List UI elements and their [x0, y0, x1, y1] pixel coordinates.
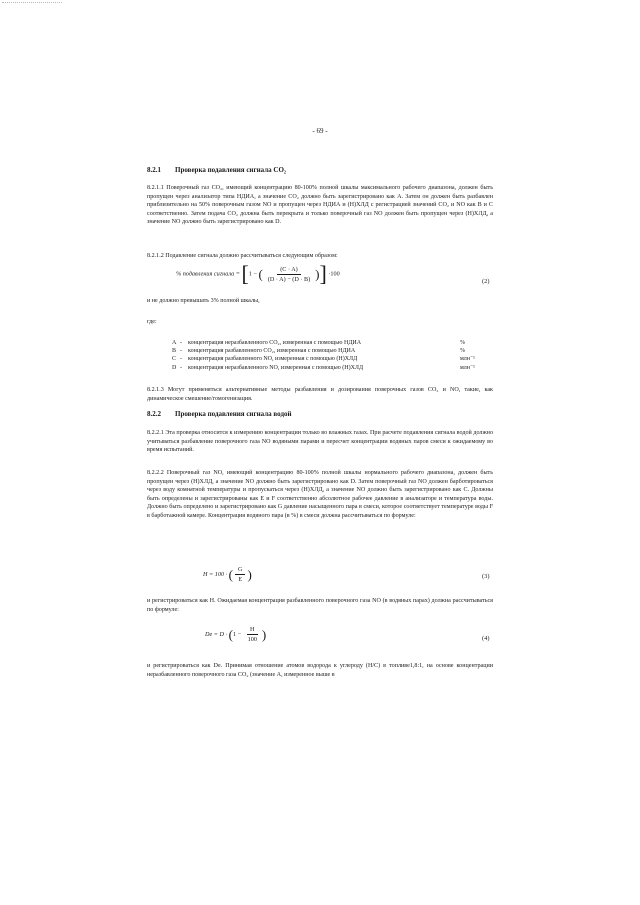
paragraph-after-eq3: и регистрироваться как Н. Ожидаемая концентрация разбавленного поверочного газа NO (в водяных парах) должна рассчитываться по формуле:	[147, 598, 493, 613]
legend-row	[172, 364, 488, 372]
equation-2-fraction	[265, 266, 313, 283]
legend-unit: млн⁻¹	[460, 356, 475, 363]
bracket-open: [	[241, 261, 249, 286]
bracket-close: ]	[319, 261, 327, 286]
legend-unit: %	[460, 340, 465, 346]
equation-4-denominator: 100	[247, 636, 257, 643]
paragraph-8-2-2-1: 8.2.2.1 Эта проверка относится к измерению концентрации только во влажных газах. При расчете подавления сигнала водой должно учитываться разбавление поверочного газа NO водяными парами и пересчет концентрации водяных паров смеси к ожидаемому во время испытаний.	[147, 430, 493, 454]
section-title: Проверка подавления сигнала CO₂	[175, 166, 287, 174]
legend-key: D	[172, 364, 177, 371]
section-number: 8.2.2	[147, 410, 161, 418]
paren-close: )	[261, 627, 267, 642]
legend-unit: млн⁻¹	[460, 364, 475, 371]
equation-2-number: (2)	[482, 278, 490, 285]
legend-row	[172, 347, 488, 355]
equation-4	[205, 626, 266, 643]
equation-4-one: 1 −	[232, 630, 242, 638]
paragraph-after-eq2: и не должно превышать 3% полной шкалы,	[147, 298, 260, 304]
equation-2-denominator: (D · A) − (D · B)	[267, 275, 311, 283]
equation-3	[203, 566, 252, 583]
legend-key: A	[172, 340, 177, 346]
legend-text: концентрация неразбавленного NO, измеренная с помощью (Н)ХЛД	[188, 364, 364, 371]
equation-4-number: (4)	[482, 635, 490, 642]
paragraph-8-2-1-1: 8.2.1.1 Поверочный газ CO₂, имеющий концентрацию 80-100% полной шкалы максимального рабочего диапазона, должен быть пропущен через анализатор типа НДИА, а значение CO₂ должно быть зарегистрировано как А. Затем он должен быть разбавлен приблизительно на 50% поверочным газом NO и пропущен через НДИА и (Н)ХЛД с регистрацией значений CO₂ и NO как В и С соответственно. Затем подача CO₂ должна быть перекрыта и только поверочный газ NO должен быть пропущен через (Н)ХЛД, а значение NO должно быть зарегистрировано как D.	[147, 185, 493, 226]
equation-2-lhs: % подавления сигнала =	[176, 270, 240, 278]
legend-text: концентрация неразбавленного CO₂, измеренная с помощью НДИА	[188, 340, 362, 346]
equation-3-numerator: G	[235, 566, 245, 575]
section-heading-8-2-2	[147, 410, 292, 418]
paragraph-8-2-1-2: 8.2.1.2 Подавление сигнала должно рассчитываться следующим образом:	[147, 253, 338, 259]
section-heading-8-2-1	[147, 166, 286, 174]
equation-3-number: (3)	[482, 573, 490, 580]
equation-3-lhs: H = 100 ·	[203, 570, 228, 578]
paren-open: (	[228, 567, 234, 582]
legend-dash: -	[180, 348, 182, 355]
legend-dash: -	[180, 364, 182, 371]
legend-dash: -	[180, 356, 182, 363]
legend-row	[172, 355, 488, 363]
equation-2-one: 1	[248, 270, 252, 278]
equation-2-minus: −	[253, 270, 257, 278]
paragraph-8-2-1-3: 8.2.1.3 Могут применяться альтернативные методы разбавления и дозирования поверочных газов CO₂ и NO, такие, как динамическое смешение/гомогенизация.	[147, 387, 493, 402]
paren-close: )	[247, 567, 252, 582]
equation-2-numerator: (C · A)	[277, 266, 301, 275]
legend-text: концентрация разбавленного NO, измеренная с помощью (Н)ХЛД	[188, 356, 358, 363]
legend-unit: %	[460, 348, 465, 355]
legend-dash: -	[180, 340, 182, 346]
page-number: - 69 -	[312, 127, 328, 135]
equation-4-numerator: H	[247, 626, 257, 635]
equation-3-fraction	[235, 566, 245, 583]
legend-list	[172, 339, 488, 372]
equation-4-fraction	[245, 626, 260, 643]
legend-row	[172, 339, 488, 347]
equation-2	[176, 263, 340, 285]
section-number: 8.2.1	[147, 166, 161, 174]
paren-open: (	[258, 266, 263, 282]
section-title: Проверка подавления сигнала водой	[175, 410, 292, 418]
legend-key: B	[172, 348, 177, 355]
paren-open: (	[228, 627, 233, 642]
legend-key: C	[172, 356, 177, 363]
paren-close: )	[315, 266, 320, 282]
equation-4-lhs: De = D ·	[205, 630, 228, 638]
paragraph-last: и регистрироваться как De. Принимая отношение атомов водорода к углероду (Н/С) в топливе1,8:1, на основе концентрации неразбавленного поверочного газа CO₂ (значение А, измеренное выше в	[147, 663, 493, 678]
equation-3-denominator: E	[238, 576, 243, 583]
where-label: где:	[147, 319, 157, 325]
legend-text: концентрация разбавленного CO₂, измеренная с помощью НДИА	[188, 348, 356, 355]
equation-2-tail: ·100	[328, 270, 340, 278]
paragraph-8-2-2-2: 8.2.2.2 Поверочный газ NO, имеющий концентрацию 80-100% полной шкалы нормального рабочего диапазона, должен быть пропущен через (Н)ХЛД, а значение NO должно быть зарегистрировано как D. Затем поверочный газ NO должен барботироваться через воду комнатной температуры и пропускаться через (Н)ХЛД, а значение NO должно быть зарегистрировано как С. Должны быть определены и зарегистрированы как Е и F соответственно абсолютное рабочее давление в анализаторе и температура воды. Должно быть определено и зарегистрировано как G давление насыщенного пара в смеси, которое соответствует температуре воды F в барботажной камере. Концентрация водяного пара (в %) в смеси должна рассчитываться по формуле:	[147, 470, 493, 519]
